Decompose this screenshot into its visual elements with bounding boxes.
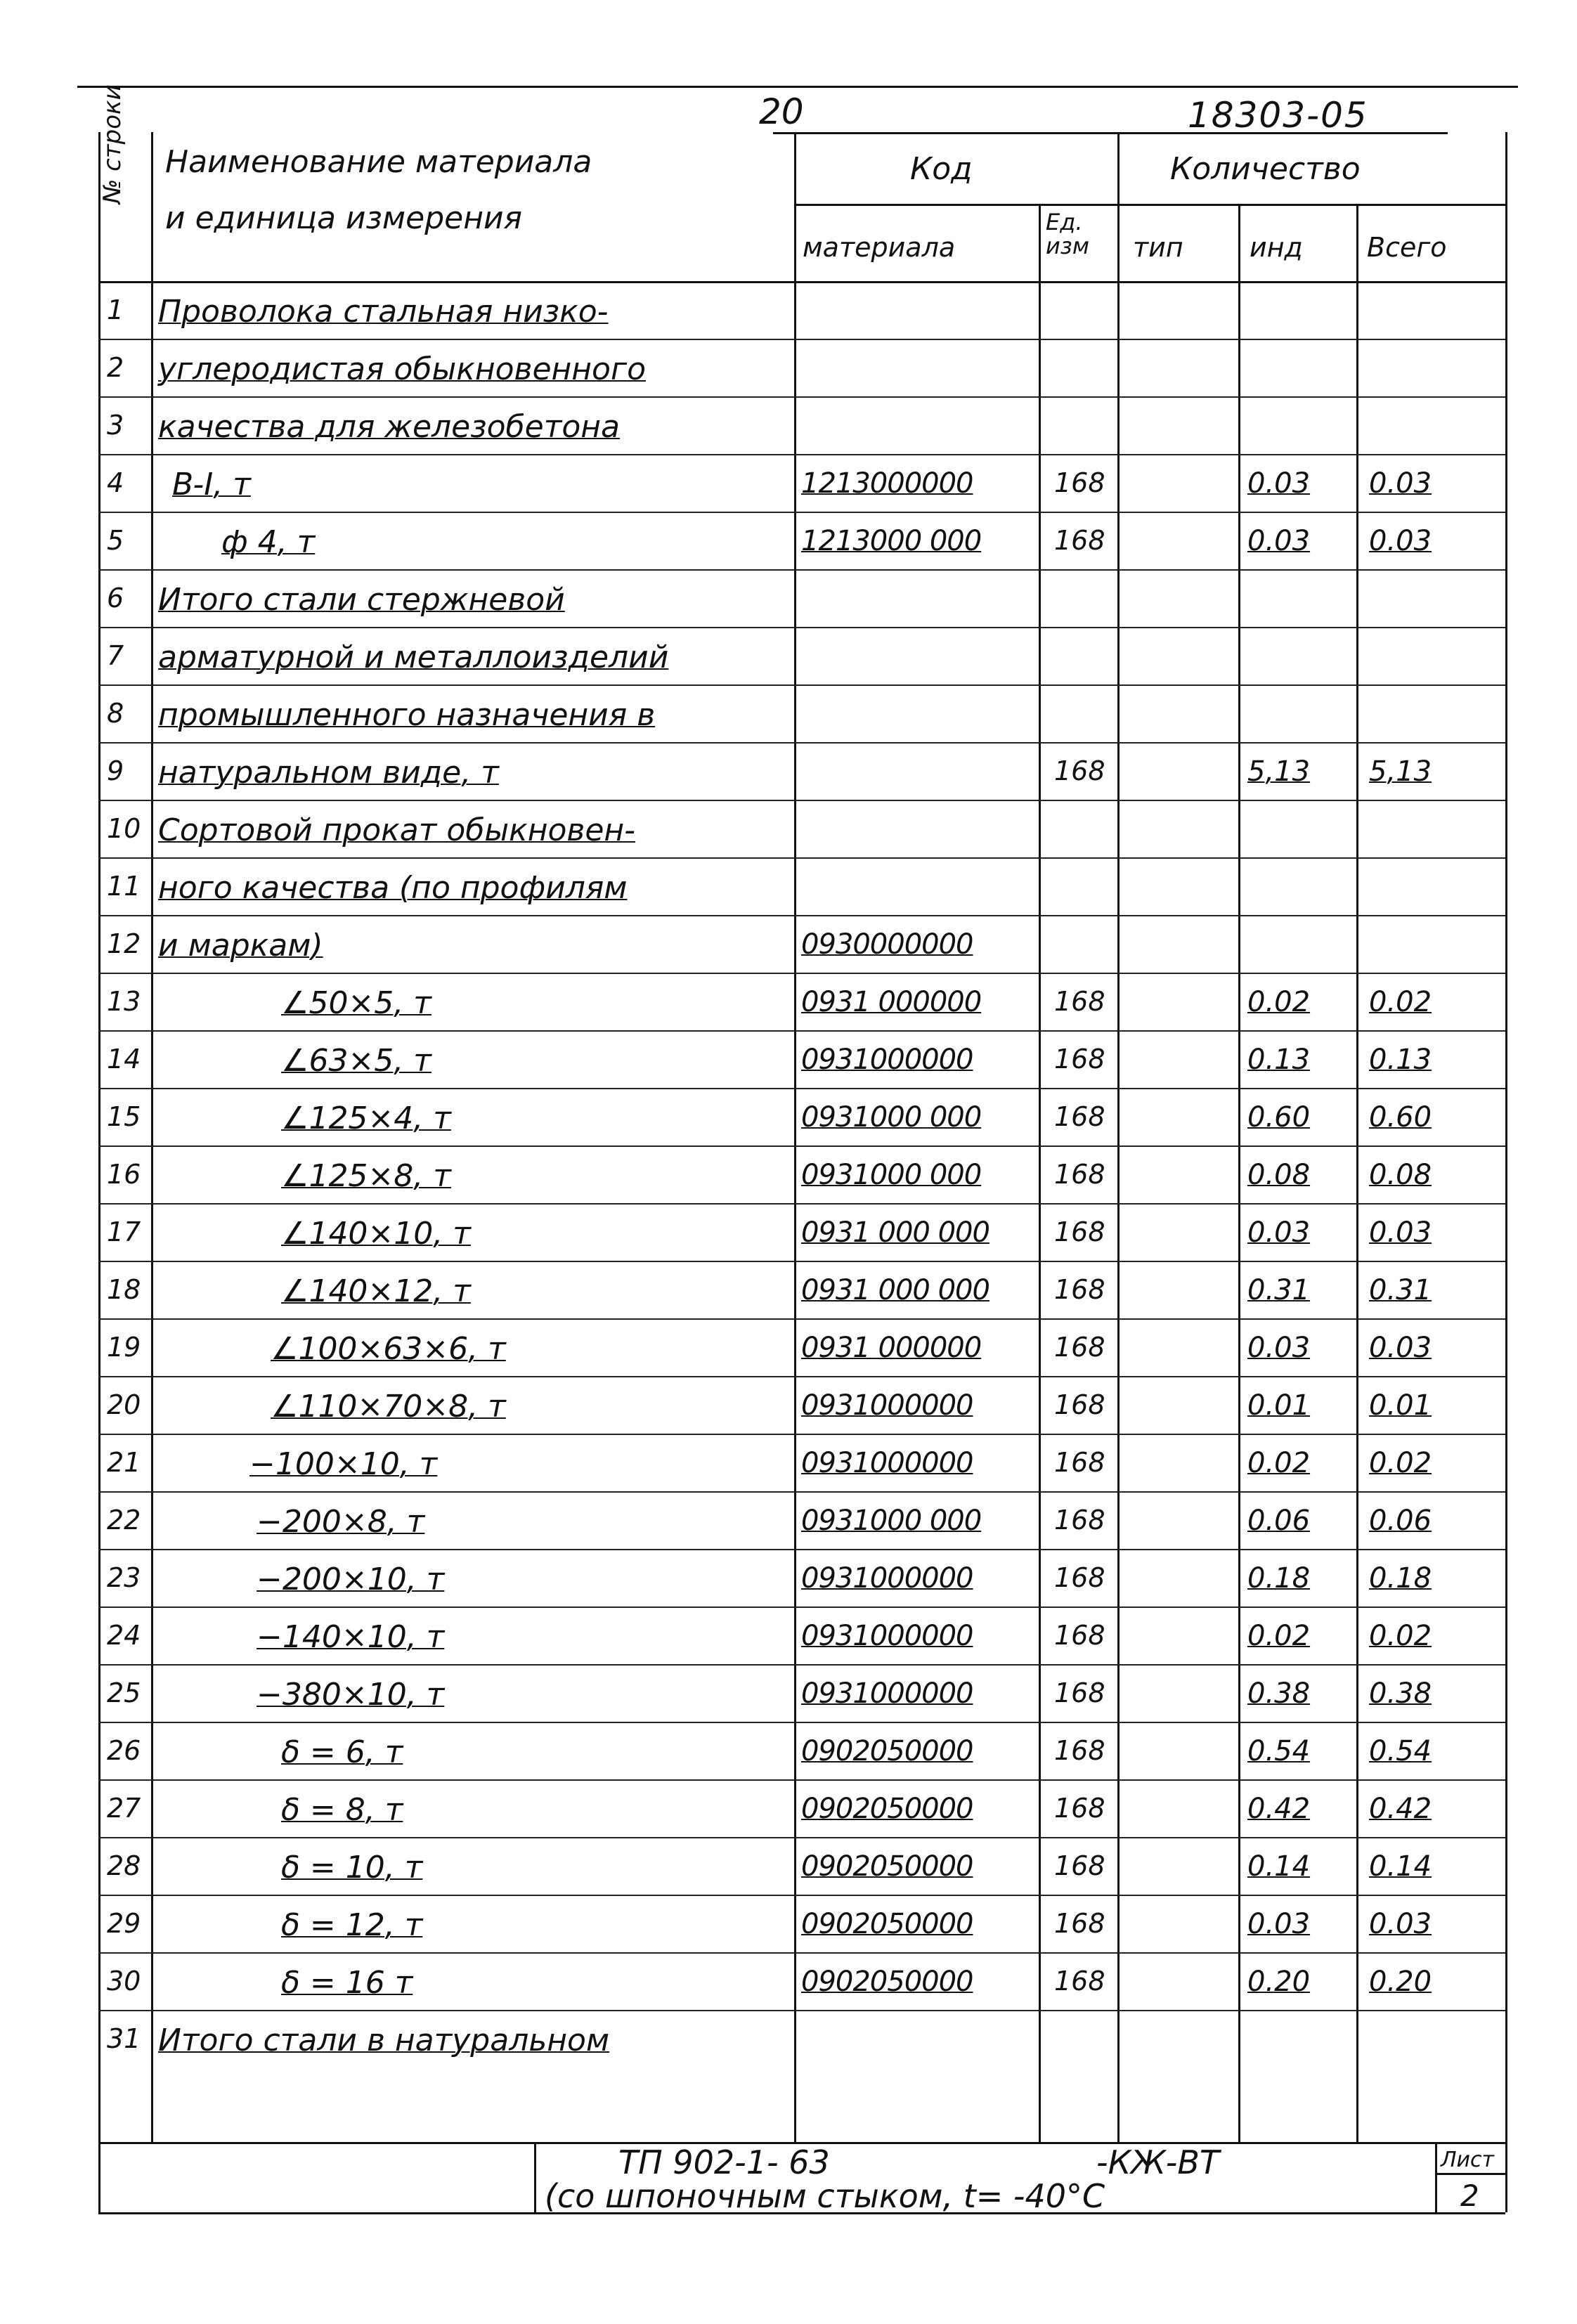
qty-total: 0.03 <box>1369 525 1432 557</box>
material-name: δ = 16 т <box>281 1965 413 2001</box>
material-code: 0931000000 <box>801 1562 973 1595</box>
unit-code: 168 <box>1054 1620 1105 1651</box>
material-name: −200×8, т <box>257 1504 425 1540</box>
material-name: ∠50×5, т <box>281 985 431 1021</box>
material-code: 0902050000 <box>801 1793 973 1825</box>
qty-ind: 0.38 <box>1247 1677 1311 1710</box>
material-name: B-I, т <box>172 467 251 502</box>
material-code: 0931000 000 <box>801 1505 982 1537</box>
qty-total: 0.42 <box>1369 1793 1432 1825</box>
qty-total: 0.02 <box>1369 1620 1432 1652</box>
material-code: 0931000 000 <box>801 1101 982 1134</box>
qty-ind: 0.08 <box>1247 1159 1311 1191</box>
qty-total: 0.38 <box>1369 1677 1432 1710</box>
unit-code: 168 <box>1054 1044 1105 1075</box>
material-name: Итого стали в натуральном <box>158 2023 610 2058</box>
top-rule <box>77 86 1518 88</box>
material-name: −200×10, т <box>257 1562 445 1597</box>
header-total: Всего <box>1367 232 1447 263</box>
row-number: 15 <box>107 1101 141 1132</box>
material-name: арматурной и металлоизделий <box>158 640 669 675</box>
qty-total: 0.03 <box>1369 467 1432 500</box>
unit-code: 168 <box>1054 1159 1105 1190</box>
material-name: −140×10, т <box>257 1619 445 1655</box>
row-number: 8 <box>107 698 124 729</box>
qty-total: 0.18 <box>1369 1562 1432 1595</box>
row-number: 25 <box>107 1677 141 1708</box>
material-name: Сортовой прокат обыкновен- <box>158 812 636 848</box>
material-code: 0931 000 000 <box>801 1216 989 1249</box>
material-name: Проволока стальная низко- <box>158 294 609 330</box>
qty-total: 0.02 <box>1369 986 1432 1018</box>
material-name: качества для железобетона <box>158 409 621 445</box>
table-border-right <box>1505 132 1507 2212</box>
unit-code: 168 <box>1054 986 1105 1017</box>
header-ind: инд <box>1250 232 1303 263</box>
qty-ind: 0.18 <box>1247 1562 1311 1595</box>
col-divider-ind <box>1356 204 1358 2142</box>
row-separator <box>98 627 1505 628</box>
row-number: 10 <box>107 813 141 844</box>
qty-ind: 0.02 <box>1247 1620 1311 1652</box>
material-name: δ = 12, т <box>281 1907 423 1943</box>
row-number: 1 <box>107 294 124 325</box>
row-separator <box>98 1145 1505 1147</box>
row-separator <box>98 1203 1505 1205</box>
header-material: материала <box>803 232 956 263</box>
row-separator <box>98 742 1505 744</box>
qty-total: 0.13 <box>1369 1044 1432 1076</box>
qty-total: 0.03 <box>1369 1332 1432 1364</box>
row-separator <box>98 569 1505 571</box>
material-name: промышленного назначения в <box>158 697 656 733</box>
row-number: 31 <box>107 2023 141 2054</box>
unit-code: 168 <box>1054 1505 1105 1536</box>
qty-total: 0.08 <box>1369 1159 1432 1191</box>
unit-code: 168 <box>1054 1101 1105 1132</box>
row-number: 18 <box>107 1274 141 1305</box>
header-type: тип <box>1133 232 1183 263</box>
material-code: 0931000 000 <box>801 1159 982 1191</box>
unit-code: 168 <box>1054 467 1105 498</box>
page-number: 20 <box>759 91 804 132</box>
qty-total: 0.03 <box>1369 1216 1432 1249</box>
header-bottom-rule <box>98 281 1505 283</box>
row-number: 28 <box>107 1850 141 1881</box>
row-number: 20 <box>107 1389 141 1420</box>
qty-ind: 0.42 <box>1247 1793 1311 1825</box>
row-number: 3 <box>107 410 124 441</box>
qty-ind: 0.54 <box>1247 1735 1311 1767</box>
material-name: ∠125×4, т <box>281 1101 451 1136</box>
material-code: 0931000000 <box>801 1044 973 1076</box>
qty-total: 0.06 <box>1369 1505 1432 1537</box>
material-code: 0931 000000 <box>801 986 982 1018</box>
unit-code: 168 <box>1054 1850 1105 1881</box>
stamp-divider-right <box>1435 2142 1437 2212</box>
row-number: 6 <box>107 583 124 614</box>
number-rule <box>773 132 1448 134</box>
col-divider-unit <box>1117 132 1120 2142</box>
material-code: 0902050000 <box>801 1966 973 1998</box>
header-subrule <box>794 204 1505 206</box>
document-number: 18303-05 <box>1188 95 1368 136</box>
row-separator <box>98 1376 1505 1377</box>
qty-total: 0.01 <box>1369 1389 1432 1422</box>
material-code: 0902050000 <box>801 1908 973 1940</box>
unit-code: 168 <box>1054 1562 1105 1593</box>
row-number: 2 <box>107 352 124 383</box>
table-border-left <box>98 132 100 2212</box>
unit-code: 168 <box>1054 1389 1105 1420</box>
material-name: ∠140×10, т <box>281 1216 471 1252</box>
col-divider-code <box>1039 204 1041 2142</box>
row-number: 26 <box>107 1735 141 1766</box>
qty-ind: 0.03 <box>1247 1332 1311 1364</box>
material-name: δ = 8, т <box>281 1792 403 1828</box>
stamp-divider-left <box>534 2142 536 2212</box>
material-name: ∠140×12, т <box>281 1273 471 1309</box>
row-separator <box>98 1318 1505 1320</box>
row-number: 30 <box>107 1966 141 1997</box>
col-divider-type <box>1238 204 1240 2142</box>
row-separator <box>98 1722 1505 1723</box>
project-code: ТП 902-1- 63 <box>618 2143 830 2181</box>
row-separator <box>98 396 1505 398</box>
row-number: 22 <box>107 1505 141 1536</box>
col-divider-num <box>151 132 153 2142</box>
material-name: δ = 10, т <box>281 1850 423 1885</box>
row-number: 16 <box>107 1159 141 1190</box>
qty-total: 0.31 <box>1369 1274 1432 1306</box>
unit-code: 168 <box>1054 1908 1105 1939</box>
qty-total: 5,13 <box>1369 755 1432 788</box>
unit-code: 168 <box>1054 525 1105 556</box>
row-number: 24 <box>107 1620 141 1651</box>
qty-ind: 0.20 <box>1247 1966 1311 1998</box>
header-name-line1: Наименование материала <box>165 144 592 180</box>
unit-code: 168 <box>1054 1735 1105 1766</box>
qty-total: 0.02 <box>1369 1447 1432 1479</box>
unit-code: 168 <box>1054 1332 1105 1363</box>
qty-ind: 0.03 <box>1247 1908 1311 1940</box>
header-name-line2: и единица измерения <box>165 200 523 236</box>
qty-ind: 0.14 <box>1247 1850 1311 1883</box>
row-separator <box>98 1664 1505 1666</box>
qty-ind: 0.03 <box>1247 467 1311 500</box>
row-separator <box>98 1261 1505 1262</box>
row-separator <box>98 857 1505 859</box>
unit-code: 168 <box>1054 1966 1105 1997</box>
row-number: 5 <box>107 525 124 556</box>
material-code: 1213000000 <box>801 467 973 500</box>
unit-code: 168 <box>1054 1677 1105 1708</box>
row-separator <box>98 512 1505 513</box>
row-number: 4 <box>107 467 124 498</box>
material-name: ф 4, т <box>221 524 316 560</box>
row-separator <box>98 1434 1505 1435</box>
qty-ind: 0.02 <box>1247 1447 1311 1479</box>
qty-ind: 0.31 <box>1247 1274 1311 1306</box>
row-separator <box>98 1606 1505 1608</box>
row-number: 27 <box>107 1793 141 1824</box>
material-name: ∠110×70×8, т <box>271 1389 506 1424</box>
row-separator <box>98 1549 1505 1550</box>
qty-ind: 0.01 <box>1247 1389 1311 1422</box>
row-number: 12 <box>107 928 141 959</box>
project-suffix: -КЖ-ВТ <box>1096 2143 1220 2181</box>
material-name: −380×10, т <box>257 1677 445 1713</box>
row-separator <box>98 1779 1505 1781</box>
material-code: 0931 000000 <box>801 1332 982 1364</box>
unit-code: 168 <box>1054 1216 1105 1247</box>
material-code: 1213000 000 <box>801 525 982 557</box>
row-number: 29 <box>107 1908 141 1939</box>
sheet-label: Лист <box>1441 2148 1495 2172</box>
material-code: 0902050000 <box>801 1850 973 1883</box>
qty-ind: 0.03 <box>1247 525 1311 557</box>
qty-ind: 0.02 <box>1247 986 1311 1018</box>
row-number: 9 <box>107 755 124 786</box>
row-number: 23 <box>107 1562 141 1593</box>
material-name: углеродистая обыкновенного <box>158 351 647 387</box>
material-name: Итого стали стержневой <box>158 582 565 618</box>
qty-ind: 0.06 <box>1247 1505 1311 1537</box>
qty-total: 0.14 <box>1369 1850 1432 1883</box>
material-name: ∠125×8, т <box>281 1158 451 1194</box>
row-separator <box>98 1895 1505 1896</box>
material-name: ∠100×63×6, т <box>271 1331 506 1367</box>
row-number: 7 <box>107 640 124 671</box>
material-name: и маркам) <box>158 928 323 963</box>
qty-ind: 0.03 <box>1247 1216 1311 1249</box>
row-separator <box>98 973 1505 974</box>
material-code: 0930000000 <box>801 928 973 961</box>
qty-total: 0.60 <box>1369 1101 1432 1134</box>
material-code: 0931 000 000 <box>801 1274 989 1306</box>
material-name: δ = 6, т <box>281 1734 403 1770</box>
unit-code: 168 <box>1054 1793 1105 1824</box>
material-code: 0931000000 <box>801 1447 973 1479</box>
row-separator <box>98 454 1505 455</box>
material-name: натуральном виде, т <box>158 755 499 791</box>
header-quantity: Количество <box>1170 151 1361 187</box>
qty-total: 0.20 <box>1369 1966 1432 1998</box>
row-separator <box>98 915 1505 916</box>
row-number: 21 <box>107 1447 141 1478</box>
row-number: 17 <box>107 1216 141 1247</box>
row-number: 13 <box>107 986 141 1017</box>
qty-total: 0.54 <box>1369 1735 1432 1767</box>
material-name: ного качества (по профилям <box>158 870 628 906</box>
material-code: 0931000000 <box>801 1620 973 1652</box>
row-separator <box>98 339 1505 340</box>
qty-ind: 5,13 <box>1247 755 1311 788</box>
qty-total: 0.03 <box>1369 1908 1432 1940</box>
row-number: 14 <box>107 1044 141 1075</box>
row-number: 19 <box>107 1332 141 1363</box>
header-code: Код <box>910 151 973 187</box>
row-separator <box>98 1952 1505 1954</box>
row-separator <box>98 1088 1505 1089</box>
row-separator <box>98 800 1505 801</box>
material-code: 0931000000 <box>801 1389 973 1422</box>
row-number: 11 <box>107 871 141 902</box>
row-separator <box>98 2010 1505 2011</box>
material-code: 0902050000 <box>801 1735 973 1767</box>
row-separator <box>98 1837 1505 1838</box>
unit-code: 168 <box>1054 1447 1105 1478</box>
material-name: ∠63×5, т <box>281 1043 431 1079</box>
qty-ind: 0.13 <box>1247 1044 1311 1076</box>
unit-code: 168 <box>1054 1274 1105 1305</box>
row-separator <box>98 1030 1505 1032</box>
stamp-sheet-rule <box>1435 2173 1505 2175</box>
sheet-number: 2 <box>1460 2179 1479 2213</box>
qty-ind: 0.60 <box>1247 1101 1311 1134</box>
project-description: (со шпоночным стыком, t= -40°C <box>545 2177 1105 2215</box>
col-divider-name <box>794 132 796 2142</box>
material-code: 0931000000 <box>801 1677 973 1710</box>
material-name: −100×10, т <box>249 1446 438 1482</box>
unit-code: 168 <box>1054 755 1105 786</box>
row-separator <box>98 1491 1505 1493</box>
row-separator <box>98 684 1505 686</box>
header-row-number: № строки <box>98 84 126 204</box>
header-unit: Ед. изм <box>1046 209 1089 259</box>
